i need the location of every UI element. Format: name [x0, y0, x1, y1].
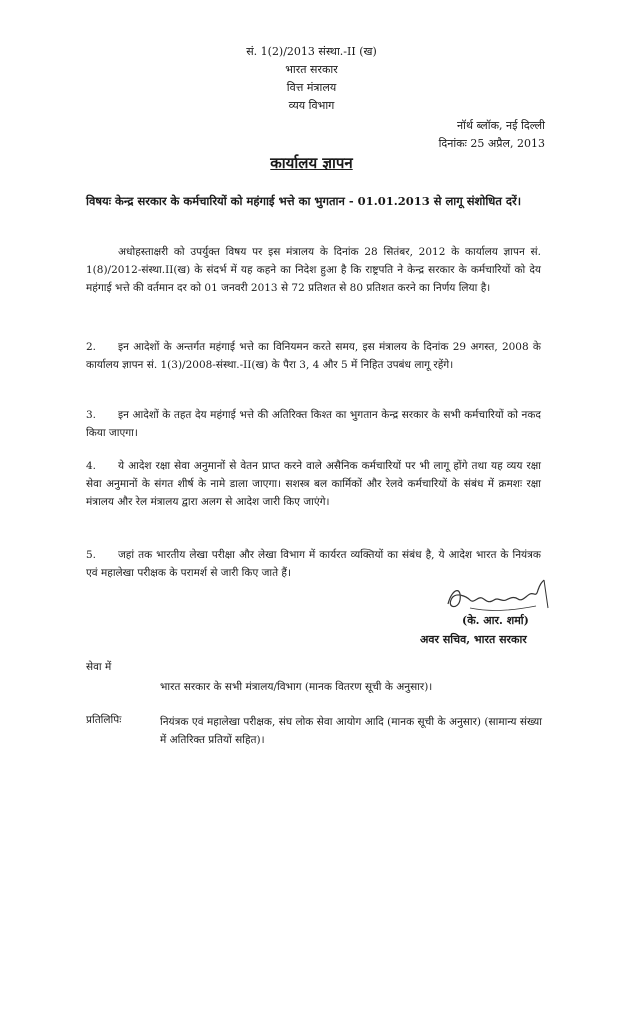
- paragraph-text: जहां तक भारतीय लेखा परीक्षा और लेखा विभाग में कार्यरत व्यक्तियों का संबंध है, ये आदेश भारत के नियंत्रक एवं महालेखा परीक्षक के परामर्श से जारी किए जाते हैं।: [86, 549, 541, 579]
- paragraph-number: 5.: [86, 549, 97, 561]
- department-name: व्यय विभाग: [288, 99, 335, 112]
- office-place: नॉर्थ ब्लॉक, नई दिल्ली: [456, 119, 545, 132]
- paragraph-text: इन आदेशों के तहत देय महंगाई भत्ते की अतिरिक्त किश्त का भुगतान केन्द्र सरकार के सभी कर्मचारियों को नकद किया जाएगा।: [86, 409, 541, 439]
- memo-title: कार्यालय ज्ञापन: [270, 154, 353, 172]
- paragraph-text: इन आदेशों के अन्तर्गत महंगाई भत्ते का विनियमन करते समय, इस मंत्रालय के दिनांक 29 अगस्त, 2008 के कार्यालय ज्ञापन सं. 1(3)/2008-संस्था.-II(ख) के पैरा 3, 4 और 5 में निहित उपबंध लागू रहेंगे।: [86, 341, 541, 371]
- subject-line: [86, 192, 541, 211]
- ministry-name: वित्त मंत्रालय: [286, 81, 337, 94]
- subject-label: विषयः: [86, 194, 112, 208]
- paragraph-3: [86, 406, 541, 442]
- subject-text: केन्द्र सरकार के कर्मचारियों को महंगाई भत्ते का भुगतान - 01.01.2013 से लागू संशोधित दरें।: [115, 194, 522, 208]
- addressee-label: सेवा में: [86, 661, 112, 673]
- paragraph-number: 3.: [86, 409, 97, 421]
- addressee-text: भारत सरकार के सभी मंत्रालय/विभाग (मानक वितरण सूची के अनुसार)।: [160, 681, 433, 693]
- paragraph-number: 2.: [86, 341, 97, 353]
- copy-to-label: प्रतिलिपिः: [86, 714, 122, 726]
- handwritten-signature: [440, 578, 560, 618]
- paragraph-text: ये आदेश रक्षा सेवा अनुमानों से वेतन प्राप्त करने वाले असैनिक कर्मचारियों पर भी लागू होंगे तथा यह व्यय रक्षा सेवा अनुमानों के संगत शीर्ष के नामे डाला जाएगा। सशस्त्र बल कार्मिकों और रेलवे कर्मचारियों के संबंध में क्रमशः रक्षा मंत्रालय और रेल मंत्रालय द्वारा अलग से आदेश जारी किए जाएंगे।: [86, 460, 541, 508]
- paragraph-5: [86, 546, 541, 582]
- signatory-name: (के. आर. शर्मा): [462, 614, 529, 627]
- document-date: दिनांकः 25 अप्रैल, 2013: [438, 137, 545, 150]
- copy-to-text: नियंत्रक एवं महालेखा परीक्षक, संघ लोक सेवा आयोग आदि (मानक सूची के अनुसार) (सामान्य संख्या में अतिरिक्त प्रतियों सहित)।: [160, 716, 542, 746]
- government-name: भारत सरकार: [285, 63, 338, 76]
- paragraph-text: अधोहस्ताक्षरी को उपर्युक्त विषय पर इस मंत्रालय के दिनांक 28 सितंबर, 2012 के कार्यालय ज्ञापन सं. 1(8)/2012-संस्था.II(ख) के संदर्भ में यह कहने का निदेश हुआ है कि राष्ट्रपति ने केन्द्र सरकार के कर्मचारियों को देय महंगाई भत्ते की वर्तमान दर को 01 जनवरी 2013 से 72 प्रतिशत से 80 प्रतिशत करने का निर्णय लिया है।: [86, 246, 541, 294]
- file-number: सं. 1(2)/2013 संस्था.-II (ख): [246, 45, 377, 58]
- paragraph-1: [86, 243, 541, 297]
- paragraph-number: 4.: [86, 460, 97, 472]
- paragraph-2: [86, 338, 541, 374]
- signatory-designation: अवर सचिव, भारत सरकार: [420, 633, 527, 646]
- paragraph-4: [86, 457, 541, 511]
